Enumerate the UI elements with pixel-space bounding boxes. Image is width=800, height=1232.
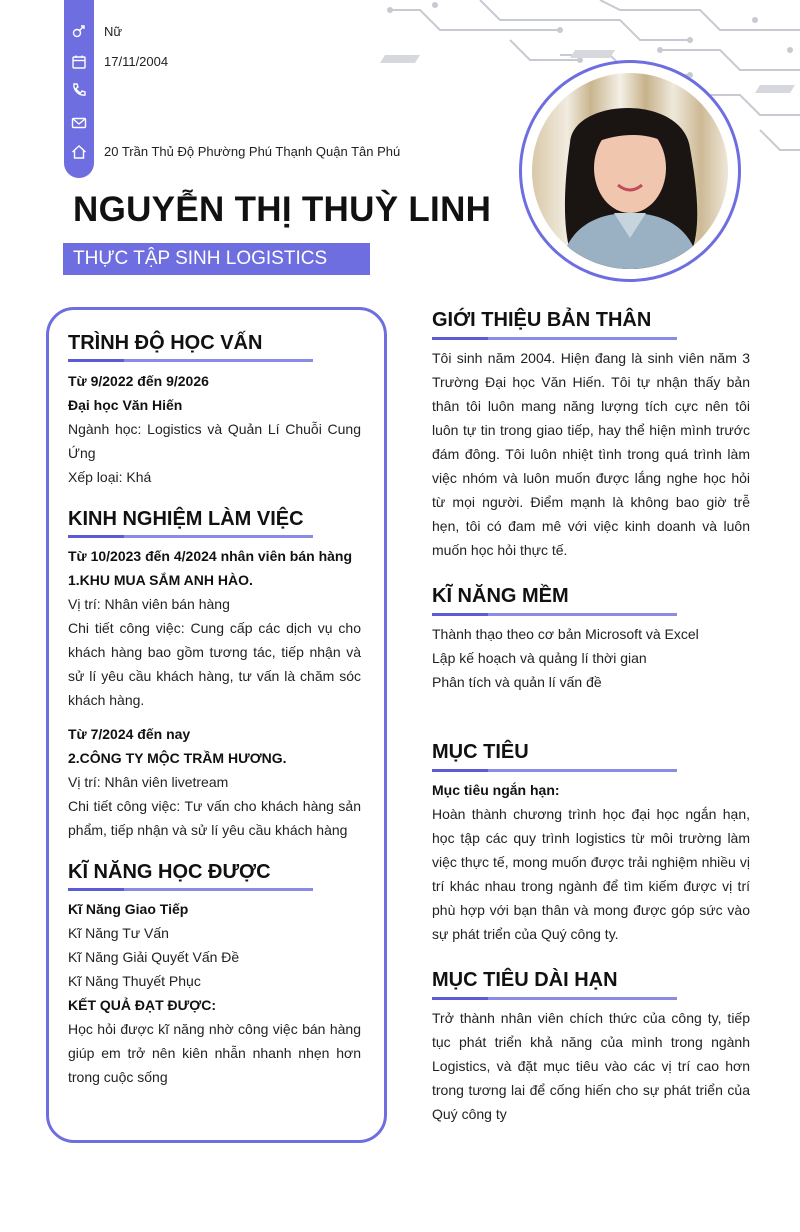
goals-underline — [432, 769, 677, 772]
education-grade: Xếp loại: Khá — [68, 469, 152, 485]
job2-details: Chi tiết công việc: Tư vấn cho khách hàng sản phẩm, tiếp nhận và sử lí yêu cầu khách hàng — [68, 798, 361, 838]
phone-icon — [68, 80, 90, 100]
birthday-text: 17/11/2004 — [104, 54, 169, 69]
learned-skill-item: Kĩ Năng Tư Vấn — [68, 925, 169, 941]
experience-title: KINH NGHIỆM LÀM VIỆC — [68, 508, 304, 530]
learned-skill-item: Kĩ Năng Giao Tiếp — [68, 901, 189, 917]
short-goal-text: Hoàn thành chương trình học đại học ngắn hạn, học tập các quy trình logistics từ môi trường làm việc thực tế, mong muốn được trải nghiệm nhiều vị trí khác nhau trong ngành để tìm kiếm được vị trí phù hợp với bạn thân và mong được góp sức vào sự phát triển của Quý công ty. — [432, 806, 750, 942]
calendar-icon — [68, 52, 90, 72]
gender-text: Nữ — [104, 24, 123, 39]
job2-period: Từ 7/2024 đến nay — [68, 726, 191, 742]
goals-title: MỤC TIÊU — [432, 741, 529, 763]
role-title: THỰC TẬP SINH LOGISTICS — [73, 248, 328, 269]
long-goals-title: MỤC TIÊU DÀI HẠN — [432, 969, 618, 991]
experience-underline — [68, 535, 313, 538]
education-school: Đại học Văn Hiến — [68, 397, 183, 413]
education-major: Ngành học: Logistics và Quản Lí Chuỗi Cung Ứng — [68, 421, 361, 461]
result-text: Học hỏi được kĩ năng nhờ công việc bán hàng giúp em trở nên kiên nhẫn nhanh nhẹn hơn trong cuộc sống — [68, 1021, 361, 1085]
short-goal-label: Mục tiêu ngắn hạn: — [432, 782, 560, 798]
job1-period: Từ 10/2023 đến 4/2024 nhân viên bán hàng — [68, 548, 353, 564]
job2-company: 2.CÔNG TY MỘC TRẦM HƯƠNG. — [68, 750, 287, 766]
about-title: GIỚI THIỆU BẢN THÂN — [432, 309, 652, 331]
about-text: Tôi sinh năm 2004. Hiện đang là sinh viên năm 3 Trường Đại học Văn Hiến. Tôi tự nhận thấy bản thân tôi luôn mang năng lượng tích cực nên tôi luôn tự tin trong giao tiếp, hay thể hiện mình trước đám đông. Tôi luôn nhiệt tình trong quá trình làm việc nhóm và luôn muốn được lắng nghe học hỏi từ mọi người. Điểm mạnh là không bao giờ trễ hẹn, tôi có đam mê với việc kinh doanh và luôn muốn học hỏi thực tế. — [432, 350, 750, 558]
learned-skills-underline — [68, 888, 313, 891]
full-name: NGUYỄN THỊ THUỲ LINH — [73, 190, 492, 229]
profile-photo — [532, 73, 728, 269]
gender-icon — [68, 22, 90, 42]
job1-company: 1.KHU MUA SẮM ANH HÀO. — [68, 572, 253, 588]
job2-position: Vị trí: Nhân viên livetream — [68, 774, 229, 790]
soft-skill-item: Thành thạo theo cơ bản Microsoft và Excel — [432, 626, 699, 642]
job1-position: Vị trí: Nhân viên bán hàng — [68, 596, 230, 612]
job1-details: Chi tiết công việc: Cung cấp các dịch vụ cho khách hàng bao gồm tương tác, tiếp nhận và sử lí yêu cầu khách hàng, tư vấn là chăm sóc khách hàng. — [68, 620, 361, 708]
about-underline — [432, 337, 677, 340]
learned-skill-item: Kĩ Năng Thuyết Phục — [68, 973, 201, 989]
long-goals-text: Trở thành nhân viên chích thức của công ty, tiếp tục phát triển khả năng của mình trong ngành Logistics, và đặt mục tiêu vào các vị trí cao hơn trong tương lai để cống hiến cho sự phát triển của Quý công ty — [432, 1010, 750, 1122]
education-underline — [68, 359, 313, 362]
soft-skills-title: KĨ NĂNG MỀM — [432, 585, 569, 607]
soft-skill-item: Lập kế hoạch và quảng lí thời gian — [432, 650, 647, 666]
address-text: 20 Trần Thủ Độ Phường Phú Thạnh Quận Tân Phú — [104, 144, 401, 159]
learned-skills-title: KĨ NĂNG HỌC ĐƯỢC — [68, 861, 271, 883]
profile-photo-frame — [519, 60, 741, 282]
long-goals-underline — [432, 997, 677, 1000]
soft-skills-underline — [432, 613, 677, 616]
email-icon — [68, 113, 90, 133]
role-banner — [63, 243, 370, 275]
education-title: TRÌNH ĐỘ HỌC VẤN — [68, 332, 263, 354]
soft-skill-item: Phân tích và quản lí vấn đề — [432, 674, 602, 690]
home-icon — [68, 142, 90, 162]
result-label: KẾT QUẢ ĐẠT ĐƯỢC: — [68, 997, 216, 1013]
education-period: Từ 9/2022 đến 9/2026 — [68, 373, 209, 389]
learned-skill-item: Kĩ Năng Giải Quyết Vấn Đề — [68, 949, 240, 965]
